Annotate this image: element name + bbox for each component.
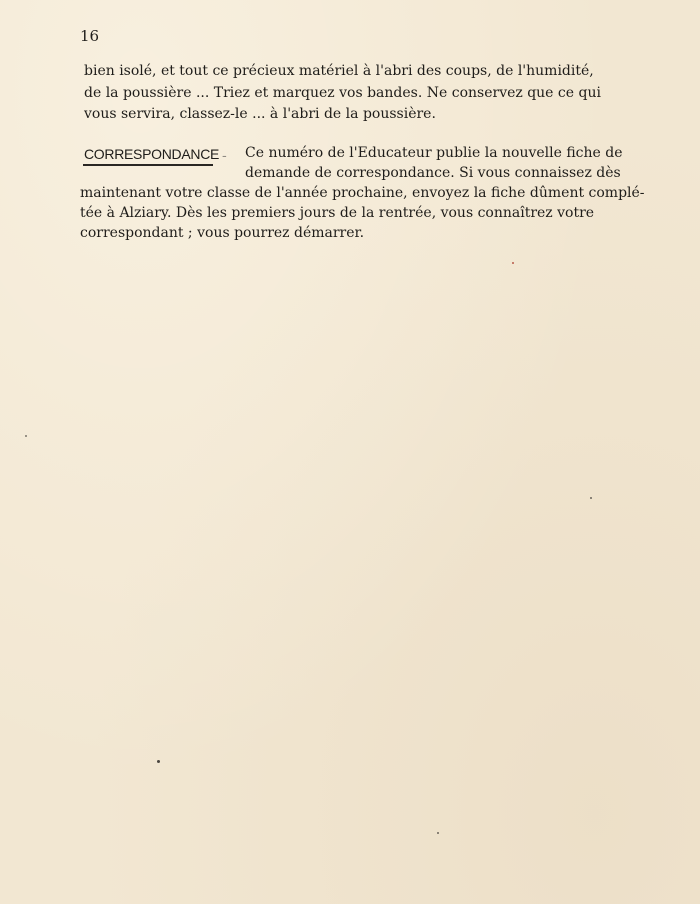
paper-speck xyxy=(437,832,439,834)
paragraph-2-line-1: Ce numéro de l'Educateur publie la nouvelle fiche de xyxy=(245,145,623,161)
heading-underline xyxy=(83,164,213,166)
paragraph-2-line-2: demande de correspondance. Si vous connaissez dès xyxy=(245,165,621,181)
section-heading-correspondance: CORRESPONDANCE xyxy=(84,146,220,162)
paragraph-2-line-4: tée à Alziary. Dès les premiers jours de la rentrée, vous connaîtrez votre xyxy=(80,205,595,221)
paragraph-1-line-3: vous servira, classez-le ... à l'abri de la poussière. xyxy=(84,106,436,122)
paper-speck xyxy=(157,760,160,763)
page-number: 16 xyxy=(80,27,100,45)
heading-dash: - xyxy=(222,148,227,164)
paragraph-1-line-2: de la poussière ... Triez et marquez vos bandes. Ne conservez que ce qui xyxy=(84,85,601,101)
paper-speck xyxy=(25,435,27,437)
paragraph-2-line-5: correspondant ; vous pourrez démarrer. xyxy=(80,225,365,241)
paragraph-2-line-3: maintenant votre classe de l'année prochaine, envoyez la fiche dûment complé- xyxy=(80,185,645,201)
paragraph-1-line-1: bien isolé, et tout ce précieux matériel à l'abri des coups, de l'humidité, xyxy=(84,63,594,79)
paper-speck xyxy=(512,262,514,264)
paper-speck xyxy=(590,497,592,499)
